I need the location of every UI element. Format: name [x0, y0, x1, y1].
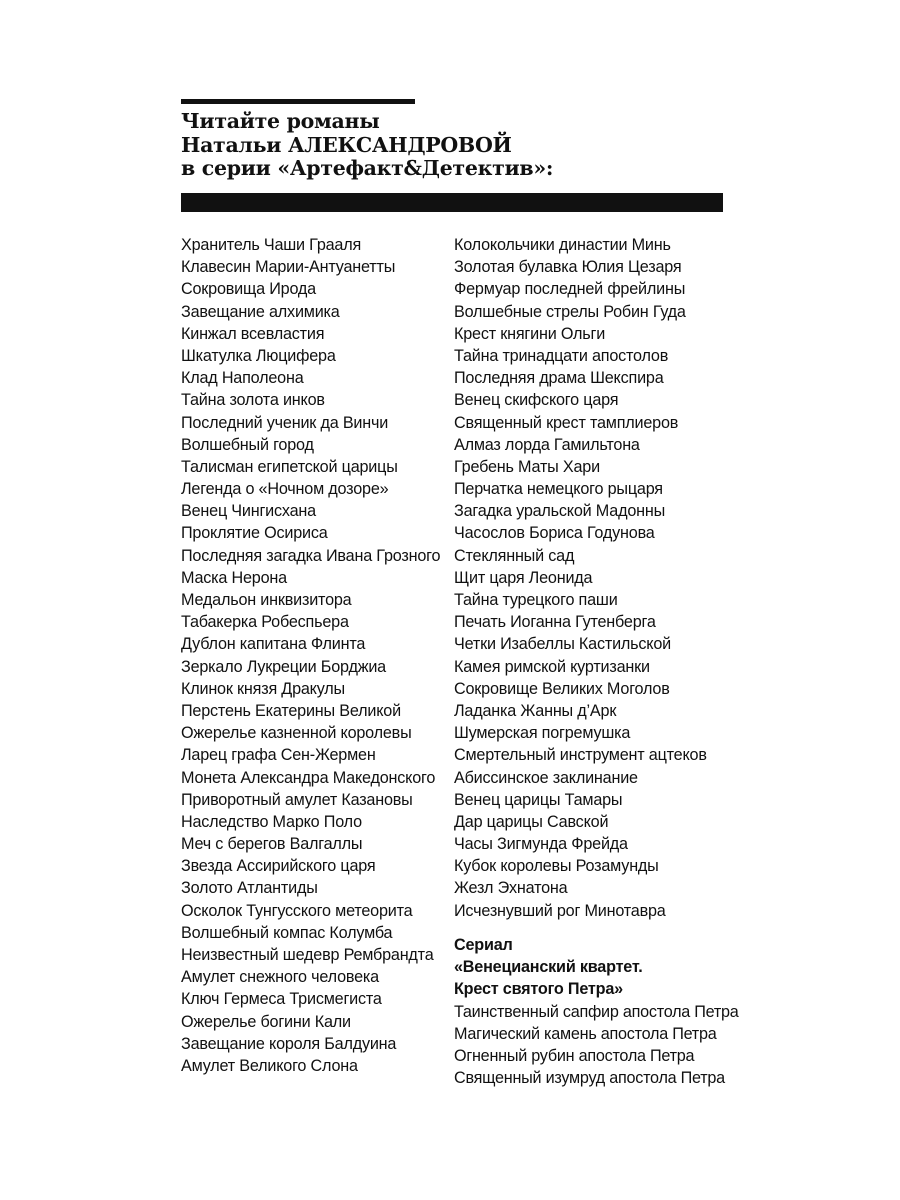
book-title: Магический камень апостола Петра: [454, 1024, 717, 1043]
book-title: Ладанка Жанны д’Арк: [454, 701, 617, 720]
book-title: Тайна золота инков: [181, 391, 325, 410]
book-title: Табакерка Робеспьера: [181, 613, 349, 632]
book-title: Клад Наполеона: [181, 369, 304, 388]
book-title: Камея римской куртизанки: [454, 657, 650, 676]
book-title: Маска Нерона: [181, 568, 287, 587]
book-title: Венец царицы Тамары: [454, 790, 623, 809]
book-title: Жезл Эхнатона: [454, 879, 568, 898]
book-title: Колокольчики династии Минь: [454, 236, 671, 254]
book-title: Амулет снежного человека: [181, 968, 379, 987]
book-title: Ожерелье богини Кали: [181, 1012, 351, 1031]
book-title: Перчатка немецкого рыцаря: [454, 480, 663, 499]
book-title: Щит царя Леонида: [454, 568, 593, 587]
book-title: Печать Иоганна Гутенберга: [454, 613, 656, 632]
book-title: Кубок королевы Розамунды: [454, 857, 659, 876]
heading-bar: [181, 193, 723, 212]
book-title: Венец скифского царя: [454, 391, 619, 410]
book-title: Меч с берегов Валгаллы: [181, 835, 363, 854]
book-title: Смертельный инструмент ацтеков: [454, 746, 707, 765]
heading-line: Натальи АЛЕКСАНДРОВОЙ: [181, 132, 512, 157]
book-title: Алмаз лорда Гамильтона: [454, 435, 640, 454]
book-title: Дар царицы Савской: [454, 812, 609, 831]
book-title: Четки Изабеллы Кастильской: [454, 635, 671, 654]
book-title: Последний ученик да Винчи: [181, 413, 389, 432]
book-title: Таинственный сапфир апостола Петра: [454, 1002, 739, 1021]
book-title: Тайна турецкого паши: [454, 591, 618, 609]
book-title: Стеклянный сад: [454, 546, 575, 565]
book-title: Приворотный амулет Казановы: [181, 790, 413, 809]
top-rule: [181, 99, 415, 104]
book-title: Зеркало Лукреции Борджиа: [181, 657, 386, 676]
book-title: Талисман египетской царицы: [181, 457, 398, 476]
heading-line: Читайте романы: [181, 109, 380, 133]
book-title: Звезда Ассирийского царя: [181, 857, 376, 876]
book-title: Последняя драма Шекспира: [454, 369, 664, 388]
book-title: Кинжал всевластия: [181, 324, 325, 343]
book-title: Священный крест тамплиеров: [454, 413, 679, 432]
book-title: Исчезнувший рог Минотавра: [454, 901, 666, 920]
serial-title-line: «Венецианский квартет.: [454, 958, 643, 977]
heading-line: в серии «Артефакт&Детектив»:: [181, 156, 554, 180]
book-title: Проклятие Осириса: [181, 524, 328, 543]
book-title: Волшебный город: [181, 435, 314, 454]
book-title: Часослов Бориса Годунова: [454, 524, 655, 543]
book-title: Ожерелье казненной королевы: [181, 724, 412, 743]
book-title: Волшебные стрелы Робин Гуда: [454, 302, 686, 321]
book-title: Ларец графа Сен-Жермен: [181, 746, 376, 765]
book-title: Абиссинское заклинание: [454, 768, 638, 787]
book-title: Наследство Марко Поло: [181, 812, 362, 831]
book-title: Гребень Маты Хари: [454, 457, 600, 476]
book-title: Неизвестный шедевр Рембрандта: [181, 946, 434, 964]
book-title: Священный изумруд апостола Петра: [454, 1069, 725, 1088]
book-title: Дублон капитана Флинта: [181, 635, 366, 654]
book-title: Завещание алхимика: [181, 302, 340, 321]
serial-title-list: [454, 1001, 739, 1090]
book-title: Часы Зигмунда Фрейда: [454, 835, 628, 854]
book-title: Завещание короля Балдуина: [181, 1034, 397, 1053]
book-title: Крест княгини Ольги: [454, 324, 606, 343]
book-title: Тайна тринадцати апостолов: [454, 346, 669, 365]
book-title: Золото Атлантиды: [181, 879, 318, 898]
book-title: Последняя загадка Ивана Грозного: [181, 546, 441, 565]
book-title: Венец Чингисхана: [181, 502, 316, 521]
left-title-list: [181, 234, 440, 1077]
book-title: Шумерская погремушка: [454, 724, 631, 743]
serial-section: [454, 934, 739, 1089]
right-title-list: [454, 234, 707, 922]
page-heading: [181, 110, 553, 181]
book-title: Сокровища Ирода: [181, 280, 316, 299]
book-title: Сокровище Великих Моголов: [454, 679, 670, 698]
serial-title-line: Сериал: [454, 936, 513, 954]
book-title: Клавесин Марии-Антуанетты: [181, 258, 396, 277]
book-title: Огненный рубин апостола Петра: [454, 1046, 695, 1065]
book-title: Волшебный компас Колумба: [181, 923, 393, 942]
book-title: Легенда о «Ночном дозоре»: [181, 480, 389, 499]
book-title: Клинок князя Дракулы: [181, 679, 345, 698]
serial-title-line: Крест святого Петра»: [454, 980, 623, 999]
book-title: Шкатулка Люцифера: [181, 346, 336, 365]
book-title: Хранитель Чаши Грааля: [181, 236, 362, 254]
book-title: Амулет Великого Слона: [181, 1056, 358, 1075]
book-title: Загадка уральской Мадонны: [454, 502, 666, 521]
book-title: Золотая булавка Юлия Цезаря: [454, 258, 682, 277]
book-title: Медальон инквизитора: [181, 591, 352, 609]
book-title: Фермуар последней фрейлины: [454, 280, 686, 299]
book-title: Перстень Екатерины Великой: [181, 701, 401, 720]
serial-title: [454, 934, 739, 1001]
book-title: Монета Александра Македонского: [181, 768, 436, 787]
book-title: Осколок Тунгусского метеорита: [181, 901, 413, 920]
book-title: Ключ Гермеса Трисмегиста: [181, 990, 382, 1009]
